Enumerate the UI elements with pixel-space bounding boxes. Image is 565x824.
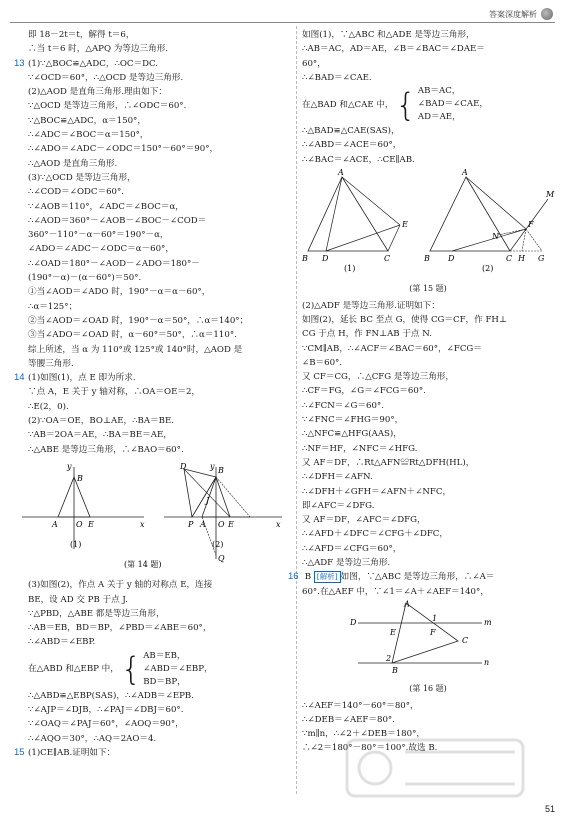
svg-text:E: E bbox=[228, 519, 234, 529]
text-line bbox=[14, 285, 290, 299]
text-line bbox=[302, 57, 554, 71]
svg-text:x: x bbox=[276, 519, 281, 529]
svg-text:A: A bbox=[200, 519, 206, 529]
text-line bbox=[14, 85, 290, 99]
page-number: 51 bbox=[544, 804, 555, 814]
left-brace-block bbox=[14, 650, 290, 689]
svg-text:y: y bbox=[67, 461, 72, 471]
line-text: ∠B＝60°. bbox=[302, 357, 343, 368]
figure-16-caption: (第 16 题) bbox=[409, 684, 447, 694]
text-line bbox=[302, 71, 554, 85]
text-line bbox=[14, 214, 290, 228]
right-column bbox=[288, 28, 555, 756]
svg-text:O: O bbox=[76, 519, 83, 529]
left-text-block-3 bbox=[14, 689, 290, 760]
question-number: 15 bbox=[14, 746, 25, 758]
q16-text-2: 60°.在△AEF 中，∵∠1＝∠A＋∠AEF＝140°， bbox=[302, 586, 489, 597]
svg-text:C: C bbox=[384, 254, 391, 264]
line-text: ∵△BOC≌△ADC，α＝150°， bbox=[28, 115, 146, 126]
line-text: ∵△OCD 是等边三角形，∴∠ODC＝60°. bbox=[28, 101, 187, 112]
text-line bbox=[14, 157, 290, 171]
right-brace-block bbox=[302, 85, 554, 124]
text-line bbox=[14, 400, 290, 414]
page-header bbox=[489, 8, 553, 20]
line-text: ∴α＝125°； bbox=[28, 301, 78, 312]
line-text: ①当∠AOD＝∠ADO 时，190°－α＝α－60°， bbox=[28, 287, 211, 298]
figure-15-caption: (第 15 题) bbox=[409, 284, 447, 294]
svg-text:A: A bbox=[338, 168, 344, 178]
line-text: 360°－110°－α－60°＝190°－α， bbox=[28, 230, 169, 241]
figure-14-caption: (第 14 题) bbox=[124, 559, 162, 569]
line-text: ∠ADO＝∠ADC－∠ODC＝α－60°， bbox=[28, 244, 174, 255]
text-line bbox=[14, 300, 290, 314]
line-text: ∴∠AEF＝140°－60°＝80°， bbox=[302, 700, 419, 711]
text-line bbox=[302, 313, 554, 327]
text-line bbox=[14, 414, 290, 428]
q16-text-1: 如图，∵△ABC 是等边三角形，∴∠A＝ bbox=[340, 572, 495, 583]
line-text: 如图(1)，∵△ABC 和△ADE 是等边三角形， bbox=[302, 30, 475, 40]
text-line bbox=[14, 607, 290, 621]
figure-15 bbox=[302, 169, 554, 297]
line-text: ∴∠ABD＝∠EBP. bbox=[28, 637, 96, 648]
svg-text:F: F bbox=[430, 627, 436, 637]
text-line bbox=[302, 499, 554, 513]
line-text: ∵△PBD，△ABE 都是等边三角形， bbox=[28, 608, 165, 619]
question-start-line bbox=[14, 746, 290, 760]
svg-text:O: O bbox=[218, 519, 225, 529]
brace-prefix: 在△ABD 和△EBP 中， bbox=[28, 664, 119, 675]
line-text: ∴∠COD＝∠ODC＝60°. bbox=[28, 187, 125, 198]
svg-text:B: B bbox=[424, 254, 430, 264]
text-line bbox=[14, 717, 290, 731]
text-line bbox=[14, 128, 290, 142]
svg-text:B: B bbox=[218, 465, 224, 475]
line-text: ∴NF＝HF，∠NFC＝∠HFG. bbox=[302, 443, 418, 454]
svg-text:x: x bbox=[140, 519, 145, 529]
svg-text:E: E bbox=[390, 627, 396, 637]
brace-line-1: AB＝AC， bbox=[417, 86, 461, 97]
text-line bbox=[14, 593, 290, 607]
svg-text:D: D bbox=[180, 461, 187, 471]
line-text: ∵∠AOB＝110°，∠ADC＝∠BOC＝α， bbox=[28, 201, 184, 212]
line-text: 即 18－2t＝t，解得 t＝6， bbox=[28, 30, 135, 40]
line-text: ∴△AOD 是直角三角形. bbox=[28, 158, 118, 169]
text-line bbox=[14, 621, 290, 635]
svg-text:B: B bbox=[392, 665, 398, 675]
line-text: ∴∠AQO＝30°，∴AQ＝2AO＝4. bbox=[28, 733, 157, 744]
text-line bbox=[302, 124, 554, 138]
line-text: ∴∠BAC＝∠ACE，∴CE∥AB. bbox=[302, 154, 415, 165]
text-line bbox=[302, 399, 554, 413]
line-text: (1)如图(1)，点 E 即为所求. bbox=[28, 373, 136, 384]
figure-16 bbox=[302, 601, 554, 697]
text-line bbox=[302, 556, 554, 570]
brace-line-2: ∠ABD＝∠EBP， bbox=[143, 663, 213, 674]
figure-15-diagram bbox=[302, 168, 555, 277]
text-line bbox=[14, 732, 290, 746]
text-line bbox=[14, 42, 290, 56]
line-text: ∴∠ADO＝∠ADC－∠ODC＝150°－60°＝90°， bbox=[28, 144, 219, 155]
q16-line-1 bbox=[288, 570, 554, 584]
line-text: ∴∠DFH＋∠GFH＝∠AFN＋∠NFC， bbox=[302, 486, 452, 497]
figure-14-sub1: (1) bbox=[70, 539, 82, 549]
svg-text:1: 1 bbox=[432, 613, 438, 623]
text-line bbox=[14, 142, 290, 156]
right-text-block-2 bbox=[302, 124, 554, 167]
line-text: ∵∠FNC＝∠FHG＝90°， bbox=[302, 415, 404, 426]
text-line bbox=[14, 71, 290, 85]
line-text: CG 于点 H，作 FN⊥AB 于点 N. bbox=[302, 329, 432, 340]
question-number: 13 bbox=[14, 57, 25, 69]
header-rule bbox=[10, 22, 555, 23]
svg-text:D: D bbox=[322, 254, 329, 264]
text-line bbox=[14, 343, 290, 357]
figure-15-sub2: (2) bbox=[482, 264, 494, 274]
left-brace-icon: { bbox=[120, 650, 142, 689]
text-line bbox=[14, 171, 290, 185]
right-text-block-3 bbox=[302, 299, 554, 571]
line-text: 即∠AFC＝∠DFG. bbox=[302, 500, 375, 511]
line-text: (2)△AOD 是直角三角形.理由如下： bbox=[28, 87, 167, 98]
line-text: (1)CE∥AB.证明如下： bbox=[28, 747, 116, 758]
line-text: ∴∠ADC＝∠BOC＝α＝150°， bbox=[28, 130, 149, 141]
line-text: ②当∠AOD＝∠OAD 时，190°－α＝50°，∴α＝140°； bbox=[28, 315, 249, 326]
line-text: ③当∠ADO＝∠OAD 时，α－60°＝50°，∴α＝110°. bbox=[28, 330, 237, 341]
text-line bbox=[14, 28, 290, 42]
svg-text:B: B bbox=[77, 473, 83, 483]
svg-text:D: D bbox=[448, 254, 455, 264]
svg-text:Q: Q bbox=[218, 553, 225, 563]
text-line bbox=[302, 527, 554, 541]
text-line bbox=[14, 428, 290, 442]
question-number: 14 bbox=[14, 372, 25, 384]
line-text: (2)△ADF 是等边三角形.证明如下： bbox=[302, 300, 440, 311]
line-text: BE，设 AD 交 PB 于点 J. bbox=[28, 594, 128, 605]
text-line bbox=[14, 271, 290, 285]
brace-line-3: BD＝BP， bbox=[143, 676, 186, 687]
text-line bbox=[302, 327, 554, 341]
text-line bbox=[14, 314, 290, 328]
line-text: 又 AF＝DF，∴Rt△AFN≌Rt△DFH(HL)， bbox=[302, 457, 475, 468]
svg-text:C: C bbox=[506, 254, 513, 264]
text-line bbox=[302, 138, 554, 152]
svg-text:A: A bbox=[404, 599, 410, 609]
text-line bbox=[14, 357, 290, 371]
line-text: ∴∠ABD＝∠ACE＝60°， bbox=[302, 140, 402, 151]
text-line bbox=[14, 257, 290, 271]
svg-text:2: 2 bbox=[386, 653, 392, 663]
line-text: 如图(2)，延长 BC 至点 G，使得 CG＝CF，作 FH⊥ bbox=[302, 314, 507, 325]
text-line bbox=[302, 299, 554, 313]
line-text: ∵∠OCD＝60°，∴△OCD 是等边三角形. bbox=[28, 72, 184, 83]
svg-text:C: C bbox=[462, 635, 469, 645]
svg-text:E: E bbox=[88, 519, 94, 529]
text-line bbox=[14, 385, 290, 399]
line-text: ∵AB＝2OA＝AE，∴BA＝BE＝AE， bbox=[28, 430, 172, 441]
line-text: ∴∠OAD＝180°－∠AOD－∠ADO＝180°－ bbox=[28, 258, 200, 269]
line-text: 60°， bbox=[302, 58, 326, 69]
text-line bbox=[14, 114, 290, 128]
svg-text:F: F bbox=[528, 220, 534, 230]
text-line bbox=[14, 200, 290, 214]
svg-text:y: y bbox=[210, 461, 215, 471]
line-text: (3)如图(2)，作点 A 关于 y 轴的对称点 E，连接 bbox=[28, 580, 213, 591]
left-column bbox=[14, 28, 290, 760]
text-line bbox=[302, 356, 554, 370]
line-text: ∴∠FCN＝∠G＝60°. bbox=[302, 400, 384, 411]
text-line bbox=[302, 713, 554, 727]
watermark-icon bbox=[345, 738, 525, 798]
text-line bbox=[302, 370, 554, 384]
svg-text:B: B bbox=[302, 254, 308, 264]
line-text: ∴CF＝FG，∠G＝∠FCG＝60°. bbox=[302, 386, 426, 397]
svg-text:A: A bbox=[462, 168, 468, 178]
svg-text:D: D bbox=[350, 617, 357, 627]
brace-line-3: AD＝AE， bbox=[417, 112, 461, 123]
line-text: ∴∠AOD＝360°－∠AOB－∠BOC－∠COD＝ bbox=[28, 215, 207, 226]
question-number: 16 bbox=[288, 571, 299, 583]
line-text: (190°－α)－(α－60°)＝50°. bbox=[28, 273, 142, 284]
header-title: 答案深度解析 bbox=[489, 9, 537, 19]
text-line bbox=[302, 427, 554, 441]
text-line bbox=[14, 99, 290, 113]
text-line bbox=[302, 153, 554, 167]
figure-14 bbox=[14, 459, 290, 576]
line-text: ∴当 t＝6 时，△APQ 为等边三角形. bbox=[28, 44, 169, 55]
text-line bbox=[302, 456, 554, 470]
question-start-line bbox=[14, 371, 290, 385]
svg-text:H: H bbox=[518, 254, 525, 264]
figure-14-diagram bbox=[14, 459, 284, 571]
line-text: ∵∠OAQ＝∠PAJ＝60°，∠AOQ＝90°， bbox=[28, 719, 184, 730]
line-text: ∴∠BAD＝∠CAE. bbox=[302, 72, 372, 83]
line-text: ∴∠DFH＝∠AFN. bbox=[302, 472, 373, 483]
line-text: (3)∵△OCD 是等边三角形， bbox=[28, 172, 136, 183]
svg-text:N: N bbox=[492, 232, 499, 242]
svg-text:A: A bbox=[52, 519, 58, 529]
text-line bbox=[302, 542, 554, 556]
line-text: ∴E(2，0). bbox=[28, 401, 69, 412]
text-line bbox=[14, 703, 290, 717]
line-text: (1)∵△BOC≌△ADC，∴OC＝DC. bbox=[28, 58, 158, 69]
line-text: 又 CF＝CG，∴△CFG 是等边三角形， bbox=[302, 372, 454, 383]
line-text: 等腰三角形. bbox=[28, 358, 74, 369]
line-text: ∵点 A，E 关于 y 轴对称，∴OA＝OE＝2， bbox=[28, 387, 201, 398]
left-text-block-2 bbox=[14, 578, 290, 649]
line-text: ∴∠DEB＝∠AEF＝80°. bbox=[302, 714, 395, 725]
figure-14-sub2: (2) bbox=[212, 539, 224, 549]
line-text: ∴∠AFD＋∠DFC＝∠CFG＋∠DFC， bbox=[302, 529, 448, 540]
text-line bbox=[302, 413, 554, 427]
line-text: ∴△ABE 是等边三角形，∴∠BAO＝60°. bbox=[28, 444, 184, 455]
svg-text:E: E bbox=[402, 220, 408, 230]
text-line bbox=[14, 185, 290, 199]
line-text: ∴∠2＝180°－80°＝100°.故选 B. bbox=[302, 743, 438, 754]
text-line bbox=[302, 342, 554, 356]
column-divider bbox=[296, 26, 297, 794]
line-text: ∵m∥n，∴∠2＋∠DEB＝180°， bbox=[302, 729, 426, 740]
line-text: ∴△NFC≌△HFG(AAS)， bbox=[302, 429, 402, 440]
svg-text:n: n bbox=[484, 657, 490, 667]
text-line bbox=[302, 513, 554, 527]
line-text: ∴∠AFD＝∠CFG＝60°， bbox=[302, 543, 402, 554]
q16-answer: B bbox=[304, 572, 312, 583]
text-line bbox=[14, 242, 290, 256]
svg-text:M: M bbox=[546, 190, 555, 200]
line-text: ∴AB＝AC，AD＝AE，∠B＝∠BAC＝∠DAE＝ bbox=[302, 44, 485, 55]
text-line bbox=[302, 442, 554, 456]
text-line bbox=[14, 228, 290, 242]
right-text-block bbox=[302, 28, 554, 85]
book-logo-icon bbox=[541, 8, 553, 20]
analysis-badge: [解析] bbox=[314, 571, 341, 583]
line-text: ∵∠AJP＝∠DJB，∴∠PAJ＝∠DBJ＝60°. bbox=[28, 704, 184, 715]
text-line bbox=[302, 42, 554, 56]
line-text: 综上所述，当 α 为 110°或 125°或 140°时，△AOD 是 bbox=[28, 344, 243, 355]
text-line bbox=[14, 578, 290, 592]
text-line bbox=[14, 443, 290, 457]
text-line bbox=[14, 689, 290, 703]
svg-text:m: m bbox=[484, 617, 492, 627]
svg-text:J: J bbox=[206, 495, 210, 505]
text-line bbox=[302, 384, 554, 398]
right-brace-icon: { bbox=[395, 85, 416, 124]
line-text: ∵CM∥AB，∴∠ACF＝∠BAC＝60°，∠FCG＝ bbox=[302, 343, 482, 354]
question-start-line bbox=[14, 57, 290, 71]
figure-16-diagram bbox=[302, 601, 552, 677]
line-text: ∴△BAD≌△CAE(SAS)， bbox=[302, 126, 400, 137]
svg-text:P: P bbox=[188, 519, 194, 529]
line-text: ∴△ABD≌△EBP(SAS)，∴∠ADB＝∠EPB. bbox=[28, 690, 194, 701]
figure-15-sub1: (1) bbox=[344, 264, 356, 274]
svg-text:G: G bbox=[538, 254, 545, 264]
line-text: (2)∵OA＝OE，BO⊥AE，∴BA＝BE. bbox=[28, 416, 174, 427]
line-text: 又 AF＝DF，∠AFC＝∠DFG， bbox=[302, 515, 426, 526]
line-text: ∴AB＝EB，BD＝BP，∠PBD＝∠ABE＝60°， bbox=[28, 623, 212, 634]
text-line bbox=[302, 699, 554, 713]
brace-line-1: AB＝EB， bbox=[143, 650, 186, 661]
text-line bbox=[302, 470, 554, 484]
text-line bbox=[14, 635, 290, 649]
line-text: ∴△ADF 是等边三角形. bbox=[302, 558, 391, 569]
brace-line-2: ∠BAD＝∠CAE， bbox=[417, 99, 488, 110]
text-line bbox=[302, 485, 554, 499]
left-text-block bbox=[14, 28, 290, 457]
text-line bbox=[302, 28, 554, 42]
brace-prefix: 在△BAD 和△CAE 中， bbox=[302, 99, 394, 110]
text-line bbox=[14, 328, 290, 342]
